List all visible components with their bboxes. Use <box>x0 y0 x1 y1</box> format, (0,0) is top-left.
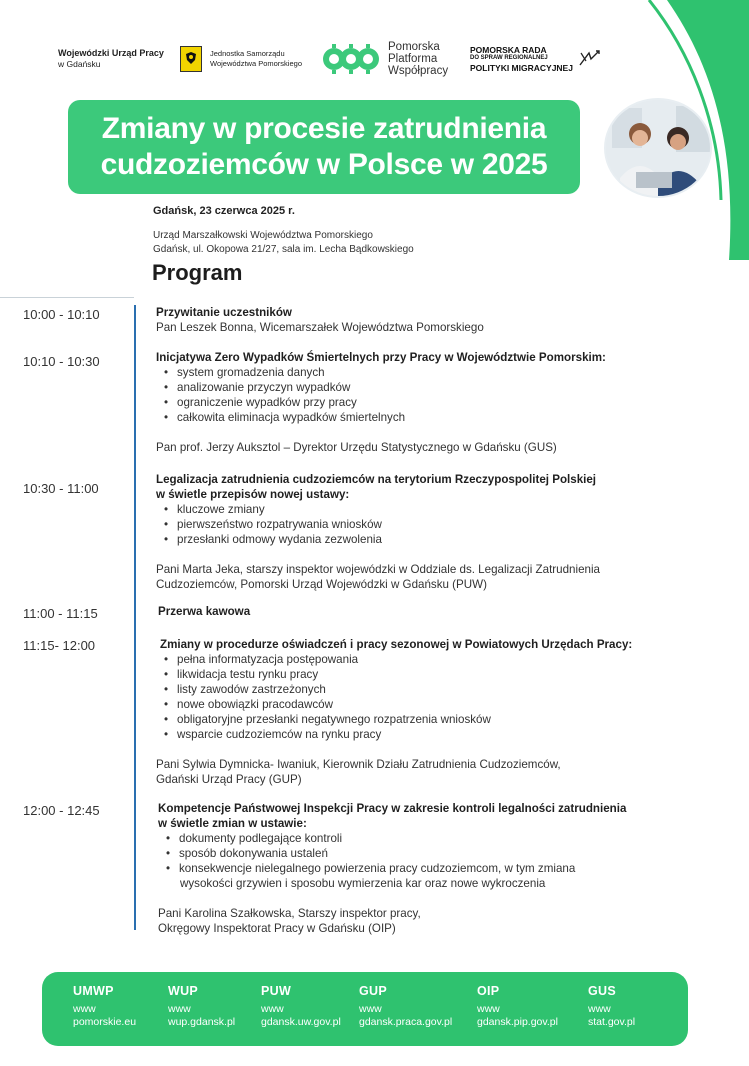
footer-url[interactable]: gdansk.uw.gov.pl <box>261 1015 341 1028</box>
agenda-heading: Przerwa kawowa <box>158 605 251 618</box>
samorzad-logo <box>180 46 320 72</box>
list-item: • pierwszeństwo rozpatrywania wniosków <box>164 517 600 532</box>
agenda-item <box>156 305 484 335</box>
list-item: • sposób dokonywania ustaleń <box>166 846 626 861</box>
footer-www: www <box>168 1003 191 1015</box>
title-line2: cudzoziemców w Polsce w 2025 <box>100 148 548 181</box>
rada-logo <box>470 45 603 74</box>
list-item: • ograniczenie wypadków przy pracy <box>164 395 606 410</box>
event-date: Gdańsk, 23 czerwca 2025 r. <box>153 205 295 217</box>
pomorskie-crest-icon <box>180 46 202 72</box>
footer-url[interactable]: gdansk.praca.gov.pl <box>359 1015 453 1028</box>
ppw-logo-line3: Współpracy <box>388 65 449 78</box>
timeline-line <box>134 305 136 930</box>
page-title <box>101 111 548 183</box>
list-item: • wsparcie cudzoziemców na rynku pracy <box>164 727 632 742</box>
footer-item-puw[interactable] <box>261 984 341 1028</box>
list-item: • obligatoryjne przesłanki negatywnego rozpatrzenia wniosków <box>164 712 632 727</box>
footer-abbr: PUW <box>261 984 292 998</box>
agenda-speaker: Cudzoziemców, Pomorski Urząd Wojewódzki w Gdańsku (PUW) <box>156 578 487 591</box>
agenda-speaker: Gdański Urząd Pracy (GUP) <box>156 773 302 786</box>
list-item: • pełna informatyzacja postępowania <box>164 652 632 667</box>
list-item: • nowe obowiązki pracodawców <box>164 697 632 712</box>
list-item-continuation: wysokości grzywien i sposobu wymierzenia kar oraz nowe wykroczenia <box>180 877 546 890</box>
footer-www: www <box>477 1003 500 1015</box>
samorzad-logo-line2: Województwa Pomorskiego <box>210 59 302 68</box>
footer-links <box>42 972 688 1046</box>
agenda-heading: Legalizacja zatrudnienia cudzoziemców na terytorium Rzeczypospolitej Polskiej <box>156 473 597 486</box>
footer-url[interactable]: pomorskie.eu <box>73 1015 137 1028</box>
agenda-item <box>156 637 632 787</box>
footer-www: www <box>73 1003 96 1015</box>
agenda-speaker: Pani Marta Jeka, starszy inspektor wojewódzki w Oddziale ds. Legalizacji Zatrudnienia <box>156 563 600 576</box>
wup-logo <box>58 47 176 71</box>
list-item: • całkowita eliminacja wypadków śmiertelnych <box>164 410 606 425</box>
migration-arrows-icon <box>577 47 603 71</box>
agenda-time: 12:00 - 12:45 <box>23 803 100 818</box>
divider <box>0 297 134 298</box>
agenda-speaker: Okręgowy Inspektorat Pracy w Gdańsku (OIP) <box>158 922 396 935</box>
footer-www: www <box>261 1003 284 1015</box>
footer-abbr: OIP <box>477 984 500 998</box>
agenda-time: 10:30 - 11:00 <box>23 481 99 496</box>
footer-abbr: UMWP <box>73 984 114 998</box>
footer-item-gup[interactable] <box>359 984 452 1028</box>
agenda-time: 11:00 - 11:15 <box>23 606 98 621</box>
rada-logo-line1: POMORSKA RADA <box>470 44 547 55</box>
ppw-logo <box>320 41 470 77</box>
wup-logo-name: Wojewódzki Urząd Pracy <box>58 48 164 59</box>
location-line1: Urząd Marszałkowski Województwa Pomorskiego <box>153 230 373 241</box>
agenda-time: 10:00 - 10:10 <box>23 307 100 322</box>
footer-item-wup[interactable] <box>168 984 235 1028</box>
title-line1: Zmiany w procesie zatrudnienia <box>101 112 547 145</box>
footer-item-gus[interactable] <box>588 984 635 1028</box>
agenda-item <box>156 350 606 455</box>
event-photo <box>604 98 712 198</box>
list-item: • konsekwencje nielegalnego powierzenia pracy cudzoziemcom, w tym zmiana <box>166 861 626 876</box>
agenda-item <box>158 801 626 936</box>
list-item: • listy zawodów zastrzeżonych <box>164 682 632 697</box>
agenda-heading: Zmiany w procedurze oświadczeń i pracy sezonowej w Powiatowych Urzędach Pracy: <box>160 638 633 651</box>
rada-logo-line2: DO SPRAW REGIONALNEJ <box>470 55 548 62</box>
footer-url[interactable]: wup.gdansk.pl <box>168 1015 236 1028</box>
agenda-time: 11:15- 12:00 <box>23 638 96 653</box>
list-item: • dokumenty podlegające kontroli <box>166 831 626 846</box>
ppw-logo-line2: Platforma <box>388 52 438 65</box>
gears-icon <box>320 42 382 76</box>
agenda-bullets <box>156 502 600 547</box>
list-item: • likwidacja testu rynku pracy <box>164 667 632 682</box>
agenda-speaker: Pani Sylwia Dymnicka- Iwaniuk, Kierownik Działu Zatrudnienia Cudzoziemców, <box>156 758 561 771</box>
agenda-item <box>156 472 600 592</box>
footer-abbr: GUP <box>359 984 387 998</box>
location-line2: Gdańsk, ul. Okopowa 21/27, sala im. Lecha Bądkowskiego <box>153 243 414 255</box>
ppw-logo-line1: Pomorska <box>388 40 440 53</box>
agenda-heading: w świetle zmian w ustawie: <box>158 817 307 830</box>
list-item: • analizowanie przyczyn wypadków <box>164 380 606 395</box>
footer-abbr: GUS <box>588 984 616 998</box>
agenda-heading: Przywitanie uczestników <box>156 306 292 319</box>
agenda-bullets <box>156 365 606 425</box>
title-banner <box>68 100 580 194</box>
agenda-time: 10:10 - 10:30 <box>23 354 100 369</box>
agenda-item <box>158 604 250 619</box>
agenda-heading: Kompetencje Państwowej Inspekcji Pracy w zakresie kontroli legalności zatrudnienia <box>158 802 627 815</box>
wup-logo-city: w Gdańsku <box>58 59 101 70</box>
footer-abbr: WUP <box>168 984 199 998</box>
footer-url[interactable]: stat.gov.pl <box>588 1015 636 1028</box>
list-item: • kluczowe zmiany <box>164 502 600 517</box>
program-heading: Program <box>152 260 243 285</box>
list-item: • system gromadzenia danych <box>164 365 606 380</box>
event-location <box>153 229 414 256</box>
agenda-heading: w świetle przepisów nowej ustawy: <box>156 488 350 501</box>
agenda-speaker: Pan Leszek Bonna, Wicemarszałek Województwa Pomorskiego <box>156 321 484 334</box>
footer-www: www <box>359 1003 382 1015</box>
footer-item-umwp[interactable] <box>73 984 136 1028</box>
agenda-heading: Inicjatywa Zero Wypadków Śmiertelnych przy Pracy w Województwie Pomorskim: <box>156 351 606 364</box>
agenda-speaker: Pan prof. Jerzy Auksztol – Dyrektor Urzędu Statystycznego w Gdańsku (GUS) <box>156 441 557 454</box>
footer-www: www <box>588 1003 611 1015</box>
samorzad-logo-line1: Jednostka Samorządu <box>210 49 285 59</box>
agenda-bullets <box>156 652 632 742</box>
agenda-speaker: Pani Karolina Szałkowska, Starszy inspektor pracy, <box>158 907 421 920</box>
footer-item-oip[interactable] <box>477 984 558 1028</box>
agenda-bullets <box>158 831 626 876</box>
footer-url[interactable]: gdansk.pip.gov.pl <box>477 1015 558 1028</box>
partner-logos <box>58 28 618 90</box>
rada-logo-line3: POLITYKI MIGRACYJNEJ <box>470 62 573 73</box>
list-item: • przesłanki odmowy wydania zezwolenia <box>164 532 600 547</box>
